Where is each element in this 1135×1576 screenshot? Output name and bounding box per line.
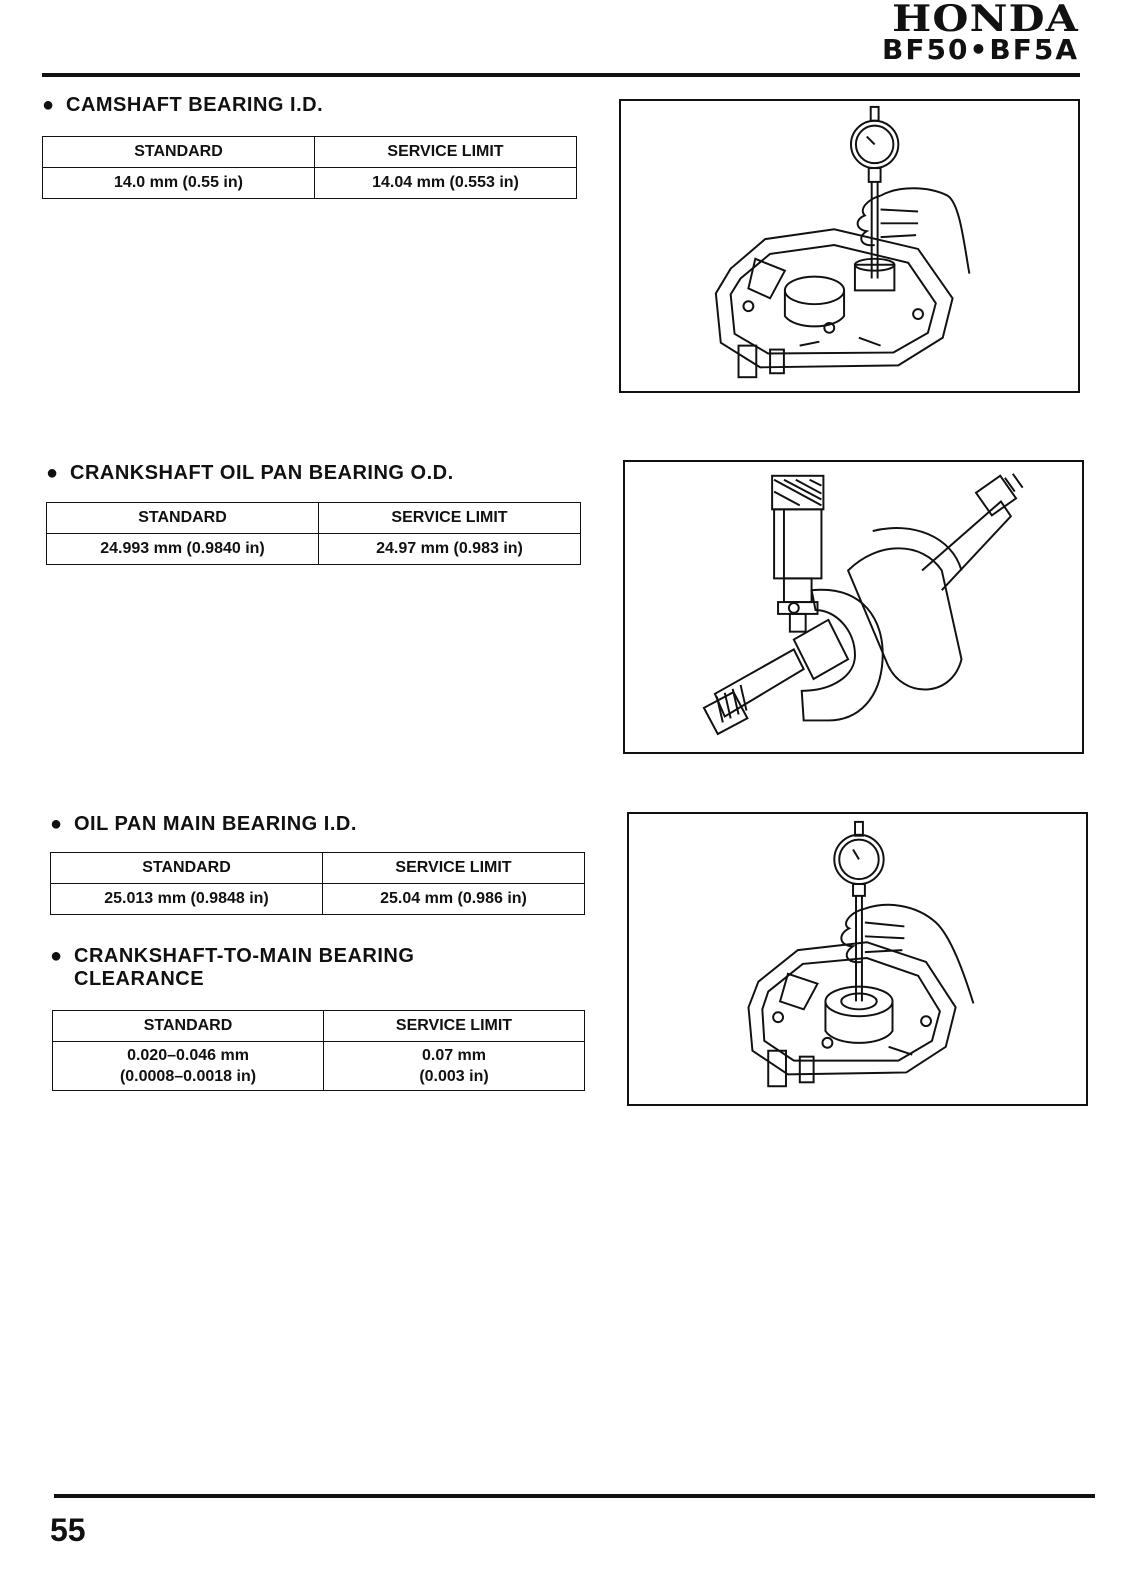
- header-standard: STANDARD: [43, 137, 315, 168]
- section-title-crankshaft-oil-pan-bearing: ● CRANKSHAFT OIL PAN BEARING O.D.: [46, 462, 454, 484]
- spec-table-oil-pan-main-bearing: [50, 852, 585, 915]
- figure-camshaft-bearing: [619, 99, 1080, 393]
- spec-table-camshaft-bearing: [42, 136, 577, 199]
- brand-name: HONDA: [892, 0, 1079, 40]
- bullet-icon: ●: [46, 462, 59, 484]
- value-service-limit: 0.07 mm (0.003 in): [324, 1042, 585, 1091]
- spec-table-clearance: [52, 1010, 585, 1091]
- section-title-oil-pan-main-bearing: ● OIL PAN MAIN BEARING I.D.: [50, 813, 357, 835]
- section-title-camshaft-bearing: ● CAMSHAFT BEARING I.D.: [42, 94, 324, 116]
- dial-gauge-oil-pan-main-bearing-illustration: [629, 814, 1086, 1104]
- value-service-limit: 14.04 mm (0.553 in): [315, 168, 577, 199]
- header-standard: STANDARD: [53, 1011, 324, 1042]
- header-service-limit: SERVICE LIMIT: [323, 853, 585, 884]
- top-rule: [42, 73, 1080, 77]
- value-service-limit: 24.97 mm (0.983 in): [319, 534, 581, 565]
- page-number: 55: [50, 1512, 86, 1548]
- bullet-icon: ●: [50, 945, 63, 967]
- section-title-crankshaft-to-main-bearing-clearance: ● CRANKSHAFT-TO-MAIN BEARING CLEARANCE: [50, 945, 415, 990]
- value-standard: 24.993 mm (0.9840 in): [47, 534, 319, 565]
- figure-crankshaft-bearing: [623, 460, 1084, 754]
- header-service-limit: SERVICE LIMIT: [324, 1011, 585, 1042]
- bottom-rule: [54, 1494, 1095, 1498]
- bullet-icon: ●: [50, 813, 63, 835]
- header-standard: STANDARD: [51, 853, 323, 884]
- spec-table-crankshaft-oil-pan-bearing: [46, 502, 581, 565]
- micrometer-crankshaft-illustration: [625, 462, 1082, 752]
- value-service-limit: 25.04 mm (0.986 in): [323, 884, 585, 915]
- figure-oil-pan-main-bearing: [627, 812, 1088, 1106]
- header-service-limit: SERVICE LIMIT: [315, 137, 577, 168]
- header-service-limit: SERVICE LIMIT: [319, 503, 581, 534]
- dial-gauge-oil-pan-camshaft-illustration: [621, 101, 1078, 391]
- value-standard: 25.013 mm (0.9848 in): [51, 884, 323, 915]
- value-standard: 0.020–0.046 mm (0.0008–0.0018 in): [53, 1042, 324, 1091]
- brand-header: [882, 0, 1079, 64]
- bullet-icon: ●: [42, 94, 55, 116]
- value-standard: 14.0 mm (0.55 in): [43, 168, 315, 199]
- model-name: BF50•BF5A: [882, 33, 1079, 66]
- header-standard: STANDARD: [47, 503, 319, 534]
